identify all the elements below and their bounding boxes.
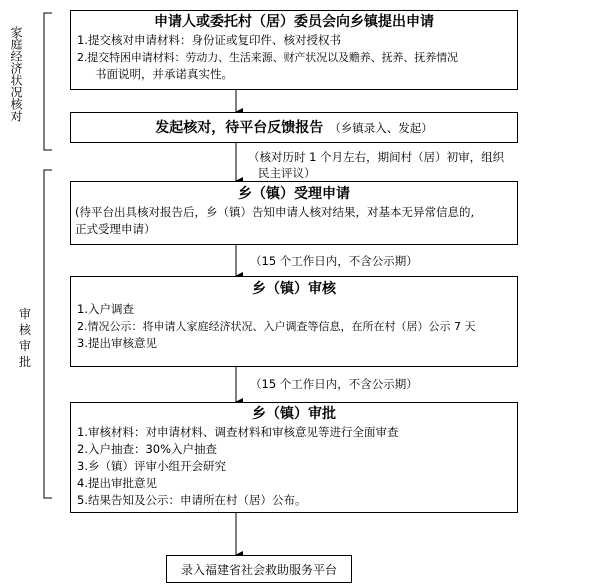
box-accept-title: 乡（镇）受理申请 (238, 186, 350, 202)
box-approve-line-1: 1.审核材料：对申请材料、调查材料和审核意见等进行全面审查 (77, 425, 399, 439)
bracket-verify (44, 13, 52, 150)
box-audit-line-2: 2.情况公示：将申请人家庭经济状况、入户调查等信息，在所在村（居）公示 7 天 (77, 320, 476, 333)
box-approve-title: 乡（镇）审批 (252, 406, 336, 422)
note-verify-period-1: （核对历时 1 个月左右，期间村（居）初审，组织 (248, 150, 505, 164)
box-application-line-1: 1.提交核对申请材料：身份证或复印件、核对授权书 (77, 33, 341, 47)
note-verify-period-2: 民主评议） (258, 166, 316, 180)
box-accept (70, 181, 518, 245)
side-label-review-4: 批 (18, 355, 31, 369)
note-workdays-2: （15 个工作日内，不含公示期） (250, 377, 418, 391)
box-platform-title: 录入福建省社会救助服务平台 (180, 562, 337, 577)
bracket-review (44, 170, 52, 498)
box-verify-start-title: 发起核对，待平台反馈报告 (155, 119, 324, 136)
box-platform (166, 555, 352, 583)
box-audit-title: 乡（镇）审核 (252, 281, 336, 297)
box-verify-start-suffix: （乡镇录入、发起） (329, 120, 433, 135)
note-workdays-1: （15 个工作日内，不含公示期） (250, 254, 418, 268)
side-label-review-1: 审 (18, 307, 31, 321)
box-application-line-3: 书面说明，并承诺真实性。 (95, 67, 233, 81)
box-approve-line-3: 3.乡（镇）评审小组开会研究 (77, 459, 226, 473)
box-application-line-2: 2.提交特困申请材料：劳动力、生活来源、财产状况以及赡养、抚养、抚养情况 (77, 51, 458, 64)
box-application-title: 申请人或委托村（居）委员会向乡镇提出申请 (154, 14, 434, 30)
box-audit-line-1: 1.入户调查 (77, 302, 134, 316)
box-approve-line-4: 4.提出审批意见 (77, 476, 157, 490)
side-label-review-2: 核 (18, 323, 31, 337)
box-audit (70, 276, 518, 367)
box-verify-start (70, 112, 518, 143)
side-label-verify: 家庭经济状况核对 (9, 26, 23, 122)
box-approve-line-2: 2.入户抽查：30%入户抽查 (77, 442, 218, 456)
box-application (70, 10, 518, 90)
box-approve-line-5: 5.结果告知及公示：申请所在村（居）公布。 (77, 493, 307, 507)
box-approve (70, 402, 518, 513)
box-audit-line-3: 3.提出审核意见 (77, 336, 157, 350)
box-accept-line-2: 正式受理申请） (75, 222, 156, 236)
side-label-review-3: 审 (18, 339, 31, 353)
box-accept-line-1: (待平台出具核对报告后，乡（镇）告知申请人核对结果，对基本无异常信息的, (75, 205, 475, 219)
